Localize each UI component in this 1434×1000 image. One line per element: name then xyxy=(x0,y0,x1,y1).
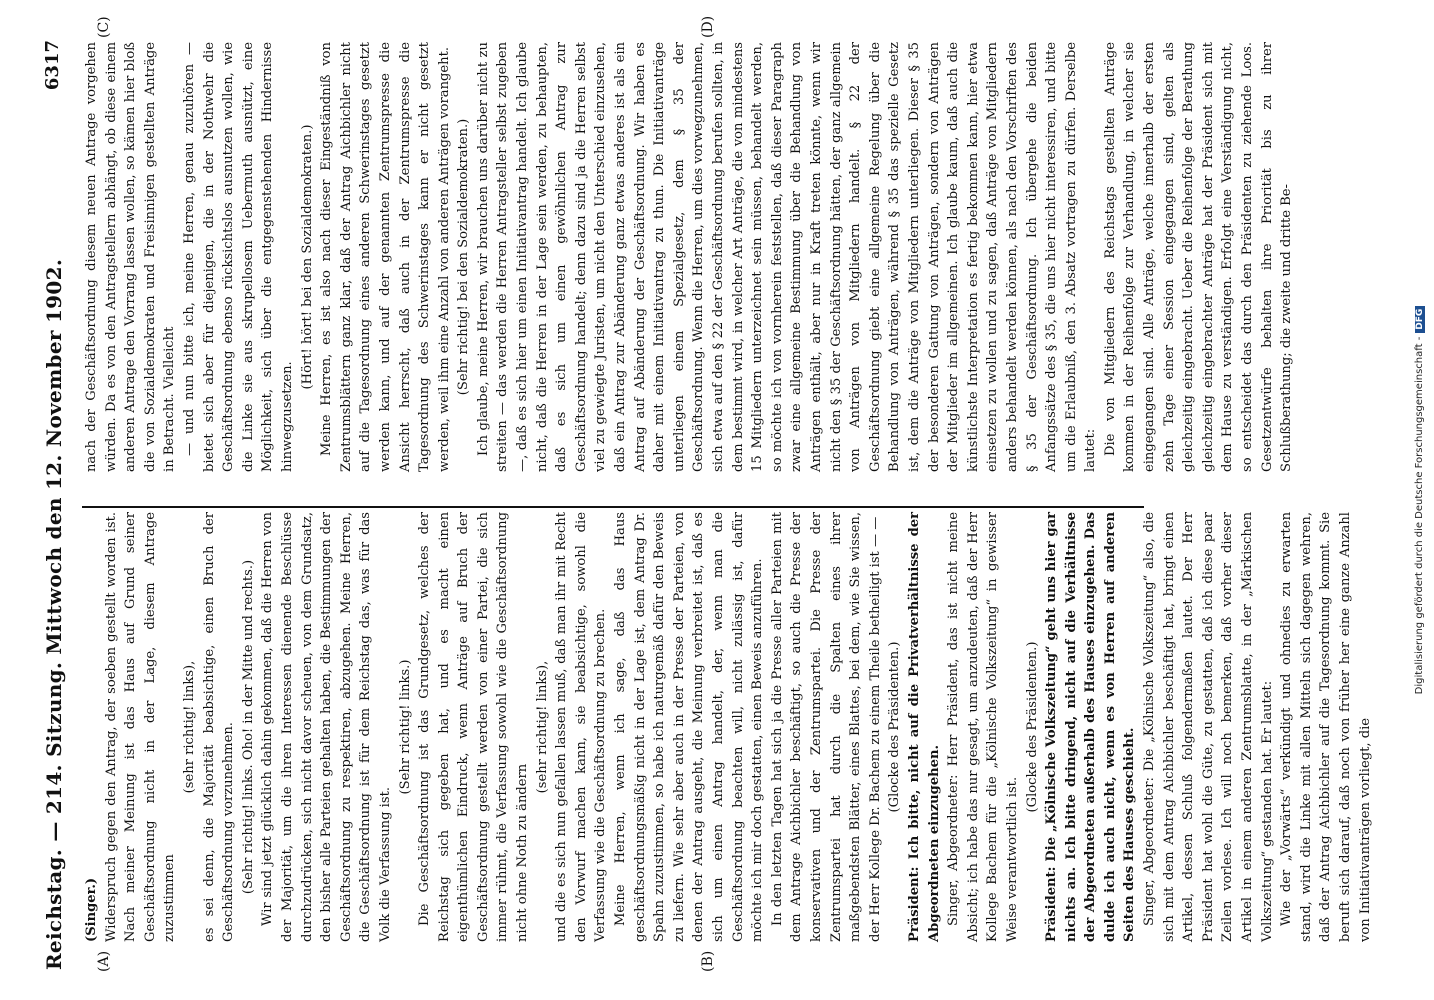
paragraph: (Sehr richtig! bei den Sozialdemokraten.) xyxy=(456,118,472,396)
paragraph: Meine Herren, es ist also nach dieser Eingeständniß von Zentrumsblättern ganz klar, daß der Antrag Aichbichler nicht auf die Tagesordnung eines anderen Schwerinstages gesetzt werden kann, und auf der genannten Zentrumspresse die Ansicht herrscht, daß auch in der Zentrumspresse die Tagesordnung des Schwerinstages kann er nicht gesetzt werden, weil ihm eine Anzahl von anderen Anträgen vorangeht. xyxy=(319,42,452,472)
paragraph: Wie der „Vorwärts“ verkündigt und ohnedies zu erwarten stand, wird die Linke mit allen Mitteln sich dagegen wehren, daß der Antrag Aichbichler auf die Tagesordnung kommt. Sie beruft sich darauf, daß noch von früher her eine ganze Anzahl von Initiativanträgen vorliegt, die xyxy=(1279,512,1373,942)
right-column xyxy=(82,42,1295,472)
paragraph: Wir sind jetzt glücklich dahin gekommen, daß die Herren von der Majorität, um die ihren Interessen dienende Beschlüsse durchzudrücken, sich nicht davor scheuen, von dem Grundsatz, den bisher alle Parteien gehalten haben, die Bestimmungen der Geschäftsordnung zu respektiren, abzugehen. Meine Herren, die Geschäftsordnung ist für dem Reichstag das, was für das Volk die Verfassung ist. xyxy=(260,512,393,942)
margin-marker-a: (A) xyxy=(96,950,112,972)
column-divider xyxy=(82,506,1144,508)
page-number: 6317 xyxy=(42,40,63,91)
paragraph: (Singer.) xyxy=(84,877,99,942)
paragraph: Die Geschäftsordnung ist das Grundgesetz, welches der Reichstag sich gegeben hat, und es macht einen eigenthümlichen Eindruck, wenn Anträge auf Bruch der Geschäftsordnung gestellt werden von einer Partei, die sich immer rühmt, die Verfassung sowohl wie die Geschäftsordnung nicht ohne Noth zu ändern xyxy=(417,512,531,942)
page-header xyxy=(42,40,72,970)
digitization-text: Digitalisierung gefördert durch die Deutsche Forschungsgemeinschaft - xyxy=(1414,336,1425,695)
margin-marker-c: (C) xyxy=(96,16,112,38)
paragraph: Singer, Abgeordneter: Die „Kölnische Volkszeitung“ also, die sich mit dem Antrag Aichbichler beschäftigt hat, bringt einen Artikel, dessen Schluß folgendermaßen lautet. Der Herr Präsident hat wohl die Güte, zu gestatten, daß ich diese paar Zeilen vorlese. Ich will noch bemerken, daß vorher dieser Artikel in einem anderen Zentrumsblatte, in der „Märkischen Volkszeitung“ gestanden hat. Er lautet: xyxy=(1142,512,1275,942)
dfg-logo: DFG xyxy=(1415,306,1425,333)
paragraph: — und nun bitte ich, meine Herren, genau zuzuhören — bietet sich aber für diejenigen, die in der Nothwehr die Geschäftsordnung ebenso rücksichtslos ausnutzen wollen, wie die Linke sie aus skrupellosem Uebermuth ausnützt, eine Möglichkeit, sich über die entgegenstehenden Hindernisse hinwegzusetzen. xyxy=(181,42,295,472)
paragraph: Präsident: Ich bitte, nicht auf die Privatverhältnisse der Abgeordneten einzugehen. xyxy=(906,512,942,942)
margin-marker-d: (D) xyxy=(700,15,716,38)
paragraph: (sehr richtig! links), xyxy=(181,660,197,794)
paragraph: (Sehr richtig! links.) xyxy=(397,659,413,795)
paragraph: (sehr richtig! links), xyxy=(534,660,550,794)
header-title: Reichstag. — 214. Sitzung. Mittwoch den 12. November 1902. xyxy=(42,258,66,970)
digitization-note xyxy=(1414,0,1425,1000)
paragraph: (Glocke des Präsidenten.) xyxy=(887,641,903,813)
paragraph: Die von Mitgliedern des Reichstags gestellten Anträge kommen in der Reihenfolge zur Verhandlung, in welcher sie eingegangen sind. Alle Anträge, welche innerhalb der ersten zehn Tage einer Session eingegangen sind, gelten als gleichzeitig eingebracht. Ueber die Reihenfolge der Berathung gleichzeitig eingebrachter Anträge hat der Präsident sich mit dem Hause zu verständigen. Erfolgt eine Verständigung nicht, so entscheidet das durch den Präsidenten zu ziehende Loos. Gesetzentwürfe behalten ihre Priorität bis zu ihrer Schlußberathung; die zweite und dritte Be- xyxy=(1102,42,1295,472)
paragraph: und die es sich nun gefallen lassen muß, daß man ihr mit Recht den Vorwurf machen kann, sie beabsichtige, sowohl die Verfassung wie die Geschäftsordnung zu brechen. xyxy=(554,512,609,942)
paragraph: (Glocke des Präsidenten.) xyxy=(1024,641,1040,813)
left-column xyxy=(82,512,1373,942)
paragraph: In den letzten Tagen hat sich ja die Presse aller Parteien mit dem Antrage Aichbichler beschäftigt, so auch die Presse der konservativen und der Zentrumspartei. Die Presse der Zentrumspartei hat durch die Spalten eines ihrer maßgebendsten Blätter, eines Blattes, bei dem, wie Sie wissen, der Herr Kollege Dr. Bachem zu einem Theile betheiligt ist — — xyxy=(769,512,883,942)
paragraph: es sei denn, die Majorität beabsichtige, einen Bruch der Geschäftsordnung vorzunehmen. xyxy=(201,512,237,942)
margin-marker-b: (B) xyxy=(700,950,716,972)
paragraph: Präsident: Die „Kölnische Volkszeitung“ geht uns hier gar nichts an. Ich bitte dringend, nicht auf die Verhältnisse der Abgeordneten außerhalb des Hauses einzugehen. Das dulde ich auch nicht, wenn es von Herren auf anderen Seiten des Hauses geschieht. xyxy=(1044,512,1138,942)
paragraph: (Sehr richtig! links. Oho! in der Mitte und rechts.) xyxy=(240,559,256,895)
paragraph: (Hört! hört! bei den Sozialdemokraten.) xyxy=(299,124,315,390)
paragraph: nach der Geschäftsordnung diesem neuen Antrage vorgehen würden. Da es von den Antragstellern abhängt, ob diese einem anderen Antrage den Vorrang lassen wollen, so kämen hier bloß die von Sozialdemokraten und Freisinnigen gestellten Anträge in Betracht. Vielleicht xyxy=(84,42,178,472)
paragraph: Ich glaube, meine Herren, wir brauchen uns darüber nicht zu streiten — das werden die Herren Antragsteller selbst zugeben —, daß es sich hier um einen Initiativantrag handelt. Ich glaube nicht, daß die Herren in der Lage sein werden, zu behaupten, daß es sich um einen gewöhnlichen Antrag zur Geschäftsordnung handelt; denn dazu sind ja die Herren selbst viel zu gewiegte Juristen, um nicht den Unterschied einzusehen, daß ein Antrag zur Abänderung ganz etwas anderes ist als ein Antrag auf Abänderung der Geschäftsordnung. Wir haben es daher mit einem Initiativantrag zu thun. Die Initiativanträge unterliegen einem Spezialgesetz, dem § 35 der Geschäftsordnung. Wenn die Herren, um dies vorwegzunehmen, sich etwa auf den § 22 der Geschäftsordnung berufen sollten, in dem bestimmt wird, in welcher Art Anträge, die von mindestens 15 Mitgliedern unterzeichnet sein müssen, behandelt werden, so möchte ich von vornherein feststellen, daß dieser Paragraph zwar eine allgemeine Bestimmung über die Behandlung von Anträgen enthält, aber nur in Kraft treten könnte, wenn wir nicht den § 35 der Geschäftsordnung hätten, der ganz allgemein von Anträgen von Mitgliedern handelt. § 22 der Geschäftsordnung giebt eine allgemeine Regelung über die Behandlung von Anträgen, während § 35 das spezielle Gesetz ist, dem die Anträge von Mitgliedern unterliegen. Dieser § 35 der besonderen Gattung von Anträgen, sondern von Anträgen der Mitglieder im allgemeinen. Ich glaube kaum, daß auch die künstlichste Interpretation es fertig bekommen kann, hier etwa einsetzen zu wollen und zu sagen, daß Anträge von Mitgliedern anders behandelt werden können, als nach den Vorschriften des § 35 der Geschäftsordnung. Ich übergehe die beiden Anfangssätze des § 35, die uns hier nicht interessiren, und bitte um die Erlaubniß, den 3. Absatz vortragen zu dürfen. Derselbe lautet: xyxy=(475,42,1099,472)
paragraph: Meine Herren, wenn ich sage, daß das Haus geschäftsordnungsmäßig nicht in der Lage ist, dem Antrag Dr. Spahn zuzustimmen, so habe ich naturgemäß dafür den Beweis zu liefern. Wie sehr aber auch in der Presse der Parteien, von denen der Antrag ausgeht, die Meinung verbreitet ist, daß es sich um einen Antrag handelt, der, wenn man die Geschäftsordnung beachten will, nicht zulässig ist, dafür möchte ich mir doch gestatten, einen Beweis anzuführen. xyxy=(613,512,766,942)
paragraph: Singer, Abgeordneter: Herr Präsident, das ist nicht meine Absicht; ich habe das nur gesagt, um anzudeuten, daß der Herr Kollege Bachem für die „Kölnische Volkszeitung“ in gewisser Weise verantwortlich ist. xyxy=(946,512,1020,942)
paragraph: Widerspruch gegen den Antrag, der soeben gestellt worden ist. Nach meiner Meinung ist das Haus auf Grund seiner Geschäftsordnung nicht in der Lage, diesem Antrage zuzustimmen xyxy=(103,512,178,942)
